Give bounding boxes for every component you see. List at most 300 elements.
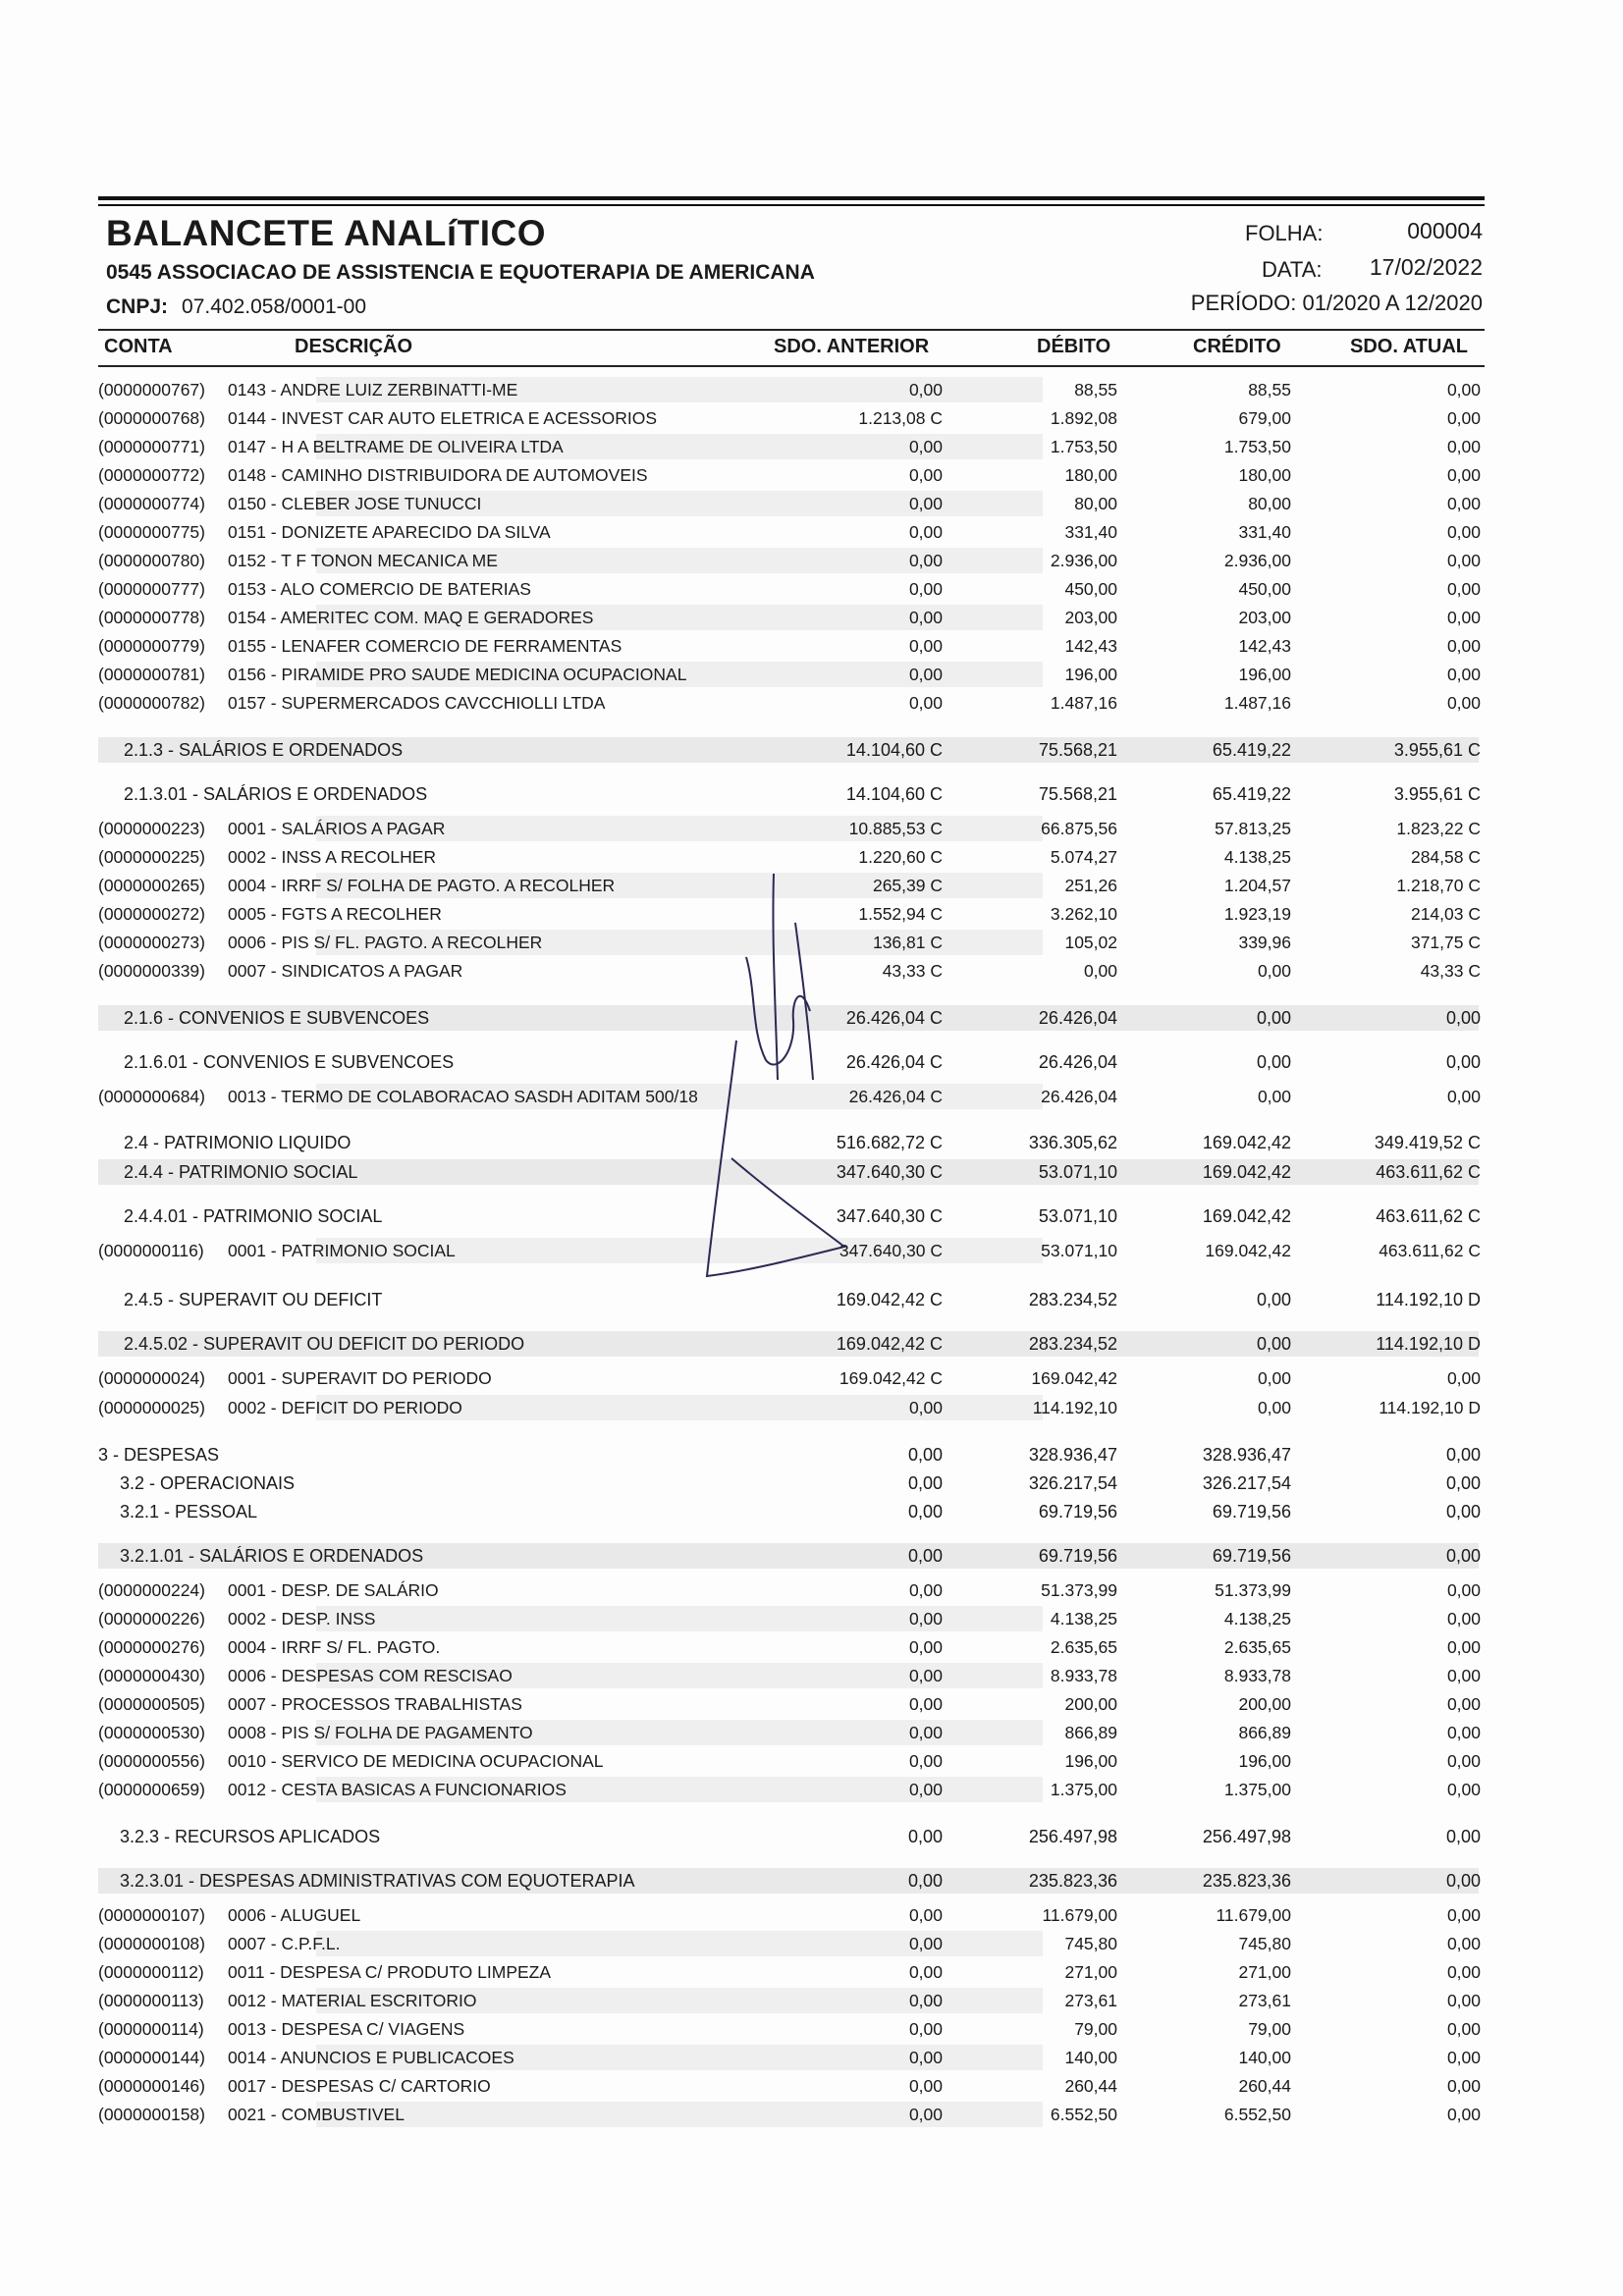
debito-value: 196,00	[1064, 1751, 1117, 1771]
credito-value: 169.042,42	[1202, 1162, 1291, 1182]
saldo-anterior: 1.552,94 C	[858, 904, 943, 924]
account-description: 3.2.1 - PESSOAL	[120, 1502, 258, 1522]
saldo-atual: 0,00	[1446, 608, 1481, 627]
saldo-atual: 0,00	[1446, 2076, 1481, 2096]
top-rule-thin	[98, 204, 1485, 206]
saldo-atual: 0,00	[1446, 1723, 1481, 1742]
debito-value: 1.487,16	[1050, 693, 1117, 713]
saldo-anterior: 26.426,04 C	[845, 1008, 943, 1028]
account-code: (0000000772)	[98, 465, 205, 485]
debito-value: 336.305,62	[1028, 1133, 1117, 1152]
data-value: 17/02/2022	[1369, 254, 1483, 280]
account-description: 2.4.4.01 - PATRIMONIO SOCIAL	[124, 1206, 383, 1226]
saldo-anterior: 0,00	[908, 2019, 943, 2039]
saldo-atual: 0,00	[1446, 522, 1481, 542]
account-code: (0000000530)	[98, 1723, 205, 1742]
credito-value: 679,00	[1238, 408, 1291, 428]
saldo-atual: 0,00	[1446, 1666, 1481, 1685]
saldo-atual: 214,03 C	[1410, 904, 1481, 924]
credito-value: 69.719,56	[1212, 1546, 1291, 1566]
table-row	[90, 1690, 1485, 1718]
account-description: 0155 - LENAFER COMERCIO DE FERRAMENTAS	[228, 636, 622, 656]
credito-value: 0,00	[1257, 961, 1291, 981]
saldo-anterior: 136,81 C	[872, 933, 943, 952]
debito-value: 331,40	[1064, 522, 1117, 542]
credito-value: 196,00	[1238, 1751, 1291, 1771]
table-row	[90, 2072, 1485, 2100]
cnpj-label: CNPJ:	[106, 295, 169, 318]
account-code: (0000000774)	[98, 494, 205, 513]
account-description: 0002 - INSS A RECOLHER	[228, 847, 437, 867]
account-code: (0000000556)	[98, 1751, 205, 1771]
saldo-atual: 0,00	[1446, 408, 1481, 428]
saldo-atual: 3.955,61 C	[1393, 740, 1481, 760]
table-row	[90, 1776, 1485, 1803]
account-description: 0006 - DESPESAS COM RESCISAO	[228, 1666, 513, 1685]
saldo-anterior: 347.640,30 C	[839, 1241, 943, 1260]
account-code: (0000000272)	[98, 904, 205, 924]
saldo-anterior: 169.042,42 C	[839, 1368, 943, 1388]
account-code: (0000000771)	[98, 437, 205, 456]
saldo-atual: 0,00	[1446, 665, 1481, 684]
account-description: 0001 - SUPERAVIT DO PERIODO	[228, 1368, 492, 1388]
account-code: (0000000778)	[98, 608, 205, 627]
account-description: 0151 - DONIZETE APARECIDO DA SILVA	[228, 522, 551, 542]
credito-value: 79,00	[1248, 2019, 1291, 2039]
debito-value: 66.875,56	[1041, 819, 1117, 838]
credito-value: 0,00	[1257, 1087, 1291, 1106]
col-credito: CRÉDITO	[1193, 336, 1281, 357]
debito-value: 1.753,50	[1050, 437, 1117, 456]
account-code: (0000000339)	[98, 961, 205, 981]
table-row	[90, 376, 1485, 403]
debito-value: 79,00	[1074, 2019, 1117, 2039]
saldo-anterior: 0,00	[908, 1580, 943, 1600]
table-row	[90, 736, 1485, 764]
saldo-atual: 0,00	[1446, 380, 1481, 400]
debito-value: 53.071,10	[1038, 1206, 1117, 1226]
saldo-anterior: 0,00	[907, 1871, 943, 1891]
saldo-atual: 0,00	[1446, 1580, 1481, 1600]
credito-value: 11.679,00	[1216, 1905, 1291, 1925]
account-description: 3.2.3.01 - DESPESAS ADMINISTRATIVAS COM EQUOTERAPIA	[120, 1871, 635, 1891]
table-row	[90, 815, 1485, 842]
table-row	[90, 1901, 1485, 1929]
saldo-atual: 0,00	[1446, 551, 1481, 570]
account-code: (0000000779)	[98, 636, 205, 656]
credito-value: 1.487,16	[1223, 693, 1291, 713]
debito-value: 142,43	[1064, 636, 1117, 656]
account-code: (0000000116)	[98, 1241, 204, 1260]
credito-value: 142,43	[1238, 636, 1291, 656]
account-description: 0005 - FGTS A RECOLHER	[228, 904, 442, 924]
debito-value: 0,00	[1083, 961, 1117, 981]
saldo-atual: 0,00	[1446, 437, 1481, 456]
table-row	[90, 518, 1485, 546]
table-row	[90, 1364, 1485, 1392]
account-description: 0156 - PIRAMIDE PRO SAUDE MEDICINA OCUPACIONAL	[228, 665, 687, 684]
saldo-atual: 0,00	[1446, 2048, 1481, 2067]
debito-value: 180,00	[1064, 465, 1117, 485]
saldo-anterior: 0,00	[908, 1905, 943, 1925]
saldo-atual: 0,00	[1446, 1368, 1481, 1388]
account-code: (0000000113)	[98, 1991, 204, 2010]
debito-value: 271,00	[1064, 1962, 1117, 1982]
saldo-atual: 0,00	[1446, 1962, 1481, 1982]
saldo-anterior: 0,00	[908, 1991, 943, 2010]
account-code: (0000000505)	[98, 1694, 205, 1714]
saldo-atual: 0,00	[1445, 1473, 1481, 1493]
credito-value: 4.138,25	[1223, 847, 1291, 867]
account-description: 0013 - DESPESA C/ VIAGENS	[228, 2019, 465, 2039]
account-description: 2.4.5 - SUPERAVIT OU DEFICIT	[124, 1290, 383, 1309]
folha-value: 000004	[1407, 218, 1483, 243]
credito-value: 235.823,36	[1202, 1871, 1291, 1891]
credito-value: 0,00	[1256, 1290, 1291, 1309]
saldo-anterior: 0,00	[908, 665, 943, 684]
account-code: (0000000224)	[98, 1580, 205, 1600]
saldo-atual: 0,00	[1445, 1827, 1481, 1846]
credito-value: 1.753,50	[1223, 437, 1291, 456]
table-row	[90, 1867, 1485, 1895]
saldo-anterior: 0,00	[908, 636, 943, 656]
credito-value: 4.138,25	[1223, 1609, 1291, 1629]
table-row	[90, 1958, 1485, 1986]
debito-value: 69.719,56	[1038, 1546, 1117, 1566]
credito-value: 1.204,57	[1223, 876, 1291, 895]
saldo-anterior: 0,00	[908, 380, 943, 400]
account-code: (0000000024)	[98, 1368, 205, 1388]
saldo-anterior: 1.213,08 C	[858, 408, 943, 428]
account-description: 0150 - CLEBER JOSE TUNUCCI	[228, 494, 482, 513]
account-description: 0004 - IRRF S/ FL. PAGTO.	[228, 1637, 441, 1657]
account-description: 0152 - T F TONON MECANICA ME	[228, 551, 498, 570]
saldo-atual: 0,00	[1446, 1780, 1481, 1799]
saldo-anterior: 169.042,42 C	[836, 1290, 943, 1309]
credito-value: 8.933,78	[1223, 1666, 1291, 1685]
saldo-anterior: 516.682,72 C	[836, 1133, 943, 1152]
saldo-atual: 1.823,22 C	[1396, 819, 1481, 838]
debito-value: 26.426,04	[1038, 1052, 1117, 1072]
debito-value: 203,00	[1064, 608, 1117, 627]
account-code: (0000000781)	[98, 665, 205, 684]
account-description: 0007 - PROCESSOS TRABALHISTAS	[228, 1694, 522, 1714]
account-description: 2.1.6.01 - CONVENIOS E SUBVENCOES	[124, 1052, 455, 1072]
saldo-atual: 1.218,70 C	[1396, 876, 1481, 895]
credito-value: 0,00	[1257, 1368, 1291, 1388]
credito-value: 180,00	[1238, 465, 1291, 485]
account-description: 2.4.5.02 - SUPERAVIT OU DEFICIT DO PERIODO	[124, 1334, 525, 1354]
saldo-anterior: 1.220,60 C	[858, 847, 943, 867]
debito-value: 200,00	[1064, 1694, 1117, 1714]
debito-value: 283.234,52	[1028, 1334, 1117, 1354]
saldo-atual: 0,00	[1446, 465, 1481, 485]
debito-value: 75.568,21	[1038, 784, 1117, 804]
account-code: (0000000777)	[98, 579, 205, 599]
credito-value: 0,00	[1257, 1398, 1291, 1417]
credito-value: 0,00	[1256, 1008, 1291, 1028]
saldo-anterior: 169.042,42 C	[836, 1334, 943, 1354]
table-row	[90, 1719, 1485, 1746]
debito-value: 53.071,10	[1041, 1241, 1117, 1260]
account-description: 2.1.6 - CONVENIOS E SUBVENCOES	[124, 1008, 430, 1028]
saldo-atual: 0,00	[1446, 1609, 1481, 1629]
debito-value: 26.426,04	[1038, 1008, 1117, 1028]
credito-value: 51.373,99	[1215, 1580, 1291, 1600]
debito-value: 6.552,50	[1050, 2105, 1117, 2124]
saldo-atual: 371,75 C	[1410, 933, 1481, 952]
credito-value: 271,00	[1238, 1962, 1291, 1982]
saldo-atual: 0,00	[1445, 1445, 1481, 1465]
debito-value: 745,80	[1064, 1934, 1117, 1953]
debito-value: 88,55	[1074, 380, 1117, 400]
saldo-anterior: 0,00	[908, 465, 943, 485]
credito-value: 200,00	[1238, 1694, 1291, 1714]
account-code: (0000000158)	[98, 2105, 205, 2124]
saldo-atual: 0,00	[1446, 2105, 1481, 2124]
account-code: (0000000223)	[98, 819, 205, 838]
account-code: (0000000225)	[98, 847, 205, 867]
credito-value: 866,89	[1238, 1723, 1291, 1742]
cnpj-line	[106, 295, 366, 319]
credito-value: 331,40	[1238, 522, 1291, 542]
table-row	[90, 1662, 1485, 1689]
table-row	[90, 1542, 1485, 1570]
saldo-anterior: 347.640,30 C	[836, 1162, 943, 1182]
saldo-anterior: 0,00	[908, 2105, 943, 2124]
table-row	[90, 604, 1485, 631]
credito-value: 169.042,42	[1205, 1241, 1291, 1260]
saldo-atual: 0,00	[1445, 1008, 1481, 1028]
saldo-anterior: 0,00	[908, 693, 943, 713]
saldo-atual: 463.611,62 C	[1376, 1206, 1481, 1226]
credito-value: 1.923,19	[1223, 904, 1291, 924]
debito-value: 2.635,65	[1050, 1637, 1117, 1657]
account-description: 2.4.4 - PATRIMONIO SOCIAL	[124, 1162, 358, 1182]
debito-value: 256.497,98	[1028, 1827, 1117, 1846]
account-description: 0148 - CAMINHO DISTRIBUIDORA DE AUTOMOVEIS	[228, 465, 648, 485]
debito-value: 69.719,56	[1038, 1502, 1117, 1522]
debito-value: 328.936,47	[1028, 1445, 1117, 1465]
account-code: (0000000112)	[98, 1962, 204, 1982]
table-row	[90, 1747, 1485, 1775]
debito-value: 75.568,21	[1038, 740, 1117, 760]
debito-value: 140,00	[1064, 2048, 1117, 2067]
debito-value: 169.042,42	[1031, 1368, 1117, 1388]
debito-value: 196,00	[1064, 665, 1117, 684]
debito-value: 3.262,10	[1050, 904, 1117, 924]
saldo-anterior: 43,33 C	[882, 961, 943, 981]
credito-value: 6.552,50	[1223, 2105, 1291, 2124]
account-code: (0000000659)	[98, 1780, 205, 1799]
credito-value: 203,00	[1238, 608, 1291, 627]
account-description: 0002 - DEFICIT DO PERIODO	[228, 1398, 462, 1417]
account-description: 0011 - DESPESA C/ PRODUTO LIMPEZA	[228, 1962, 552, 1982]
saldo-atual: 463.611,62 C	[1379, 1241, 1481, 1260]
top-rule-thick	[98, 196, 1485, 200]
header-rule	[98, 329, 1485, 331]
table-row	[90, 490, 1485, 517]
account-description: 0154 - AMERITEC COM. MAQ E GERADORES	[228, 608, 594, 627]
folha-label: FOLHA:	[1245, 221, 1324, 245]
debito-value: 11.679,00	[1042, 1905, 1117, 1925]
credito-value: 260,44	[1238, 2076, 1291, 2096]
saldo-anterior: 0,00	[908, 1398, 943, 1417]
credito-value: 169.042,42	[1202, 1206, 1291, 1226]
saldo-anterior: 0,00	[908, 608, 943, 627]
table-row	[90, 1605, 1485, 1632]
table-row	[90, 1394, 1485, 1421]
account-code: (0000000025)	[98, 1398, 205, 1417]
saldo-anterior: 347.640,30 C	[836, 1206, 943, 1226]
saldo-anterior: 0,00	[908, 1780, 943, 1799]
account-description: 0013 - TERMO DE COLABORACAO SASDH ADITAM 500/18	[228, 1087, 698, 1106]
table-row	[90, 404, 1485, 432]
account-description: 0006 - PIS S/ FL. PAGTO. A RECOLHER	[228, 933, 543, 952]
table-row	[90, 2015, 1485, 2043]
credito-value: 256.497,98	[1202, 1827, 1291, 1846]
saldo-atual: 0,00	[1446, 1694, 1481, 1714]
saldo-anterior: 0,00	[908, 522, 943, 542]
table-row	[90, 1498, 1485, 1525]
account-code: (0000000782)	[98, 693, 205, 713]
account-description: 2.1.3.01 - SALÁRIOS E ORDENADOS	[124, 784, 428, 804]
table-row	[90, 1330, 1485, 1358]
table-row	[90, 1823, 1485, 1850]
credito-value: 80,00	[1248, 494, 1291, 513]
credito-value: 326.217,54	[1202, 1473, 1291, 1493]
saldo-anterior: 0,00	[908, 1751, 943, 1771]
account-code: (0000000768)	[98, 408, 205, 428]
handwritten-signature	[687, 864, 854, 1296]
saldo-anterior: 0,00	[907, 1473, 943, 1493]
credito-value: 140,00	[1238, 2048, 1291, 2067]
account-description: 0143 - ANDRE LUIZ ZERBINATTI-ME	[228, 380, 518, 400]
account-description: 3.2.1.01 - SALÁRIOS E ORDENADOS	[120, 1546, 424, 1566]
debito-value: 5.074,27	[1050, 847, 1117, 867]
debito-value: 1.892,08	[1050, 408, 1117, 428]
debito-value: 26.426,04	[1041, 1087, 1117, 1106]
account-code: (0000000430)	[98, 1666, 205, 1685]
saldo-anterior: 14.104,60 C	[845, 740, 943, 760]
periodo: PERÍODO: 01/2020 A 12/2020	[1190, 291, 1483, 315]
account-code: (0000000780)	[98, 551, 205, 570]
debito-value: 4.138,25	[1050, 1609, 1117, 1629]
account-description: 0144 - INVEST CAR AUTO ELETRICA E ACESSORIOS	[228, 408, 658, 428]
saldo-anterior: 0,00	[908, 1666, 943, 1685]
debito-value: 105,02	[1064, 933, 1117, 952]
saldo-anterior: 265,39 C	[872, 876, 943, 895]
table-row	[90, 632, 1485, 660]
account-code: (0000000775)	[98, 522, 205, 542]
account-code: (0000000767)	[98, 380, 205, 400]
company-name: 0545 ASSOCIACAO DE ASSISTENCIA E EQUOTERAPIA DE AMERICANA	[106, 261, 815, 284]
saldo-anterior: 0,00	[907, 1445, 943, 1465]
saldo-atual: 0,00	[1446, 494, 1481, 513]
credito-value: 273,61	[1238, 1991, 1291, 2010]
account-code: (0000000276)	[98, 1637, 205, 1657]
saldo-atual: 0,00	[1445, 1502, 1481, 1522]
saldo-anterior: 0,00	[908, 1609, 943, 1629]
table-row	[90, 1930, 1485, 1957]
debito-value: 450,00	[1064, 579, 1117, 599]
col-sdo-atual: SDO. ATUAL	[1350, 336, 1468, 357]
table-row	[90, 1633, 1485, 1661]
saldo-anterior: 10.885,53 C	[848, 819, 943, 838]
saldo-atual: 0,00	[1446, 2019, 1481, 2039]
col-sdo-anterior: SDO. ANTERIOR	[774, 336, 930, 357]
credito-value: 0,00	[1256, 1052, 1291, 1072]
account-description: 0002 - DESP. INSS	[228, 1609, 376, 1629]
saldo-atual: 0,00	[1445, 1871, 1481, 1891]
table-row	[90, 1441, 1485, 1468]
debito-value: 283.234,52	[1028, 1290, 1117, 1309]
account-description: 0021 - COMBUSTIVEL	[228, 2105, 405, 2124]
saldo-atual: 284,58 C	[1410, 847, 1481, 867]
saldo-atual: 114.192,10 D	[1379, 1398, 1481, 1417]
account-description: 0007 - C.P.F.L.	[228, 1934, 341, 1953]
account-description: 3.2.3 - RECURSOS APLICADOS	[120, 1827, 381, 1846]
saldo-anterior: 0,00	[907, 1827, 943, 1846]
saldo-atual: 0,00	[1446, 693, 1481, 713]
credito-value: 1.375,00	[1223, 1780, 1291, 1799]
debito-value: 273,61	[1064, 1991, 1117, 2010]
debito-value: 1.375,00	[1050, 1780, 1117, 1799]
account-code: (0000000144)	[98, 2048, 205, 2067]
saldo-anterior: 0,00	[908, 2076, 943, 2096]
data-label: DATA:	[1262, 257, 1323, 282]
account-description: 0017 - DESPESAS C/ CARTORIO	[228, 2076, 491, 2096]
table-row	[90, 2044, 1485, 2071]
credito-value: 169.042,42	[1202, 1133, 1291, 1152]
table-row	[90, 1469, 1485, 1497]
account-code: (0000000107)	[98, 1905, 205, 1925]
saldo-atual: 0,00	[1446, 1934, 1481, 1953]
table-row	[90, 461, 1485, 489]
debito-value: 114.192,10	[1032, 1398, 1117, 1417]
table-row	[90, 780, 1485, 808]
account-code: (0000000146)	[98, 2076, 205, 2096]
credito-value: 65.419,22	[1212, 784, 1291, 804]
saldo-atual: 0,00	[1446, 636, 1481, 656]
debito-value: 53.071,10	[1038, 1162, 1117, 1182]
debito-value: 326.217,54	[1028, 1473, 1117, 1493]
col-debito: DÉBITO	[1037, 336, 1111, 357]
credito-value: 196,00	[1238, 665, 1291, 684]
saldo-atual: 0,00	[1446, 579, 1481, 599]
account-description: 2.1.3 - SALÁRIOS E ORDENADOS	[124, 740, 404, 760]
table-row	[90, 661, 1485, 688]
account-code: (0000000108)	[98, 1934, 205, 1953]
credito-value: 745,80	[1238, 1934, 1291, 1953]
saldo-atual: 43,33 C	[1420, 961, 1481, 981]
saldo-atual: 0,00	[1446, 1637, 1481, 1657]
saldo-atual: 0,00	[1445, 1052, 1481, 1072]
account-description: 0001 - SALÁRIOS A PAGAR	[228, 819, 446, 838]
saldo-anterior: 0,00	[908, 1723, 943, 1742]
credito-value: 69.719,56	[1212, 1502, 1291, 1522]
table-row	[90, 433, 1485, 460]
col-conta: CONTA	[104, 336, 173, 357]
saldo-atual: 0,00	[1446, 1751, 1481, 1771]
debito-value: 866,89	[1064, 1723, 1117, 1742]
credito-value: 88,55	[1248, 380, 1291, 400]
account-description: 0001 - PATRIMONIO SOCIAL	[228, 1241, 456, 1260]
debito-value: 51.373,99	[1041, 1580, 1117, 1600]
saldo-anterior: 0,00	[908, 1694, 943, 1714]
account-code: (0000000265)	[98, 876, 205, 895]
account-description: 0006 - ALUGUEL	[228, 1905, 361, 1925]
